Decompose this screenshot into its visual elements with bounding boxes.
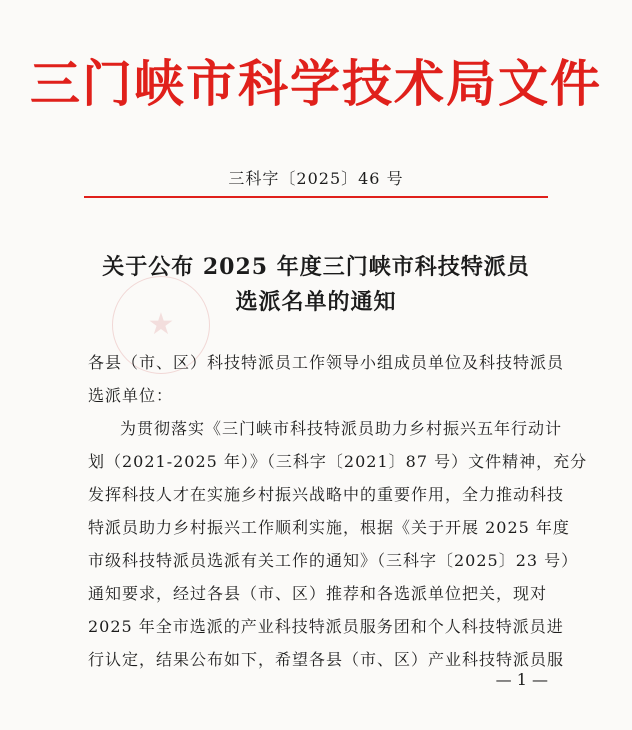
notice-title-line-1: 关于公布 2025 年度三门峡市科技特派员 [102,254,530,280]
body-line-7: 市级科技特派员选派有关工作的通知》（三科字〔2025〕23 号） [88,551,579,570]
body-line-3: 为贯彻落实《三门峡市科技特派员助力乡村振兴五年行动计 [120,419,563,438]
document-number: 三科字〔2025〕46 号 [228,169,404,188]
notice-title-line-2: 选派名单的通知 [235,289,397,315]
body-line-5: 发挥科技人才在实施乡村振兴战略中的重要作用，全力推动科技 [88,485,565,504]
body-line-9: 2025 年全市选派的产业科技特派员服务团和个人科技特派员进 [88,617,564,636]
red-divider [84,196,548,198]
body-line-2: 选派单位： [88,386,174,405]
agency-masthead: 三门峡市科学技术局文件 [30,54,602,113]
body-line-6: 特派员助力乡村振兴工作顺利实施，根据《关于开展 2025 年度 [88,518,570,537]
body-line-8: 通知要求，经过各县（市、区）推荐和各选派单位把关，现对 [88,584,548,603]
body-line-10: 行认定，结果公布如下，希望各县（市、区）产业科技特派员服 [88,650,565,669]
seal-star-icon: ★ [147,307,175,342]
page-number: — 1 — [495,670,548,689]
body-line-4: 划（2021-2025 年）》（三科字〔2021〕87 号）文件精神，充分 [88,452,588,471]
body-line-1: 各县（市、区）科技特派员工作领导小组成员单位及科技特派员 [88,353,565,372]
